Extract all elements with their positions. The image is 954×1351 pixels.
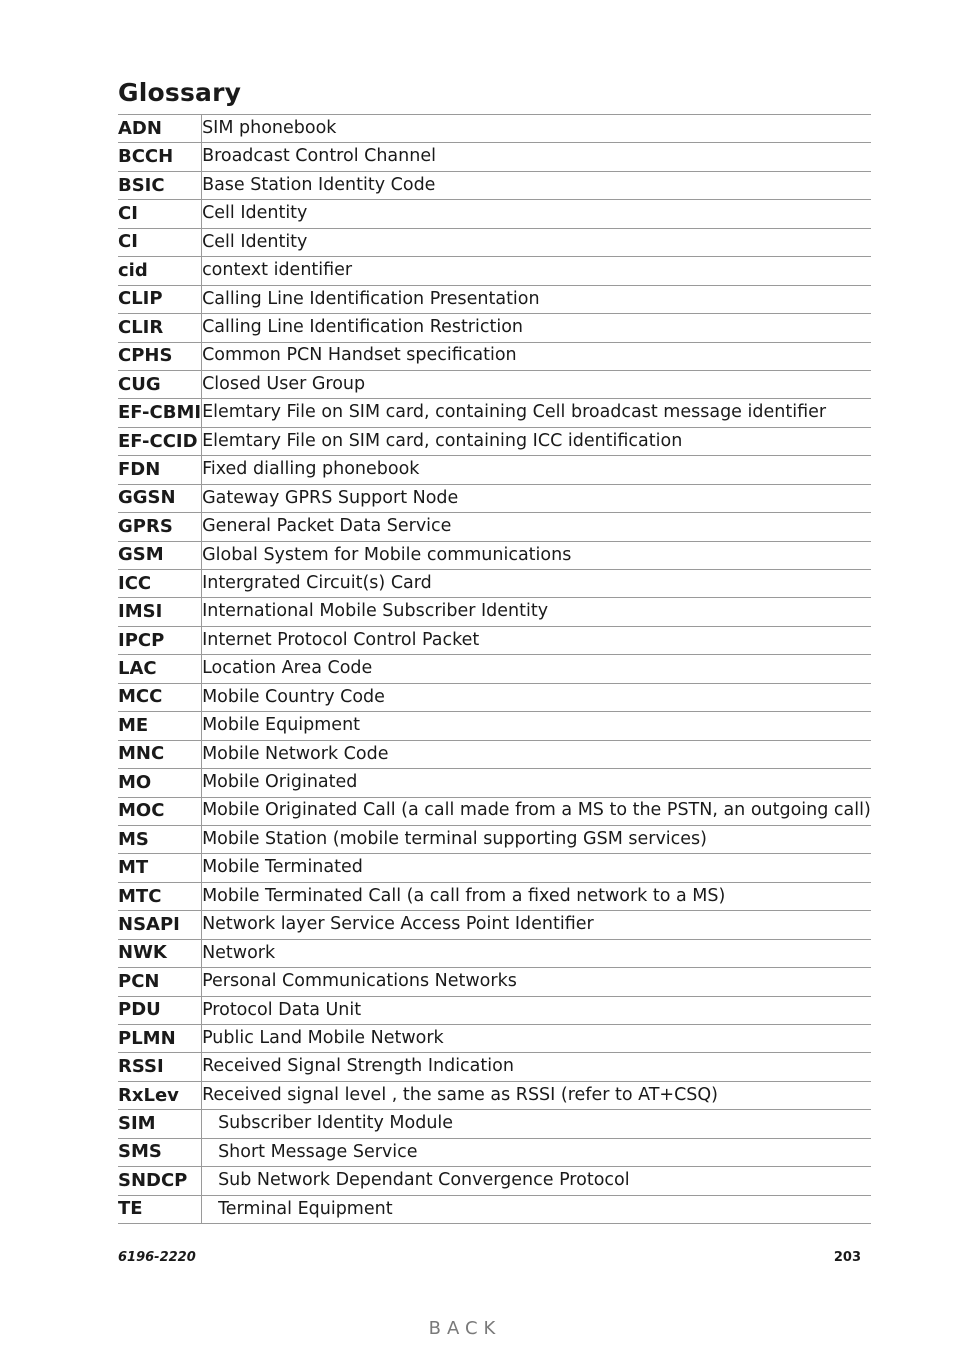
glossary-term: LAC — [118, 655, 202, 683]
glossary-term: ICC — [118, 570, 202, 598]
table-row — [118, 342, 871, 370]
glossary-term: SIM — [118, 1110, 202, 1138]
glossary-definition: International Mobile Subscriber Identity — [202, 598, 871, 626]
glossary-definition: Fixed dialling phonebook — [202, 456, 871, 484]
table-row — [118, 740, 871, 768]
glossary-definition: Cell Identity — [202, 200, 871, 228]
glossary-term: MOC — [118, 797, 202, 825]
table-row — [118, 854, 871, 882]
glossary-definition: Cell Identity — [202, 228, 871, 256]
table-row — [118, 598, 871, 626]
glossary-term: NWK — [118, 939, 202, 967]
table-row — [118, 115, 871, 143]
glossary-term: BCCH — [118, 143, 202, 171]
glossary-definition: Mobile Originated Call (a call made from a MS to the PSTN, an outgoing call) — [202, 797, 871, 825]
glossary-term: RSSI — [118, 1053, 202, 1081]
page-title: Glossary — [118, 78, 242, 107]
glossary-term: FDN — [118, 456, 202, 484]
glossary-term: IMSI — [118, 598, 202, 626]
glossary-body — [118, 115, 871, 1224]
glossary-definition: Mobile Originated — [202, 769, 871, 797]
table-row — [118, 626, 871, 654]
table-row — [118, 171, 871, 199]
glossary-definition: Location Area Code — [202, 655, 871, 683]
table-row — [118, 712, 871, 740]
glossary-definition: Received signal level , the same as RSSI (refer to AT+CSQ) — [202, 1081, 871, 1109]
table-row — [118, 456, 871, 484]
table-row — [118, 825, 871, 853]
glossary-definition: Internet Protocol Control Packet — [202, 626, 871, 654]
glossary-term: ME — [118, 712, 202, 740]
glossary-term: MTC — [118, 882, 202, 910]
glossary-definition: General Packet Data Service — [202, 513, 871, 541]
table-row — [118, 996, 871, 1024]
glossary-term: PLMN — [118, 1025, 202, 1053]
table-row — [118, 769, 871, 797]
glossary-term: SMS — [118, 1138, 202, 1166]
glossary-definition: context identifier — [202, 257, 871, 285]
glossary-definition: Common PCN Handset specification — [202, 342, 871, 370]
document-number: 6196-2220 — [118, 1250, 196, 1265]
glossary-definition: Global System for Mobile communications — [202, 541, 871, 569]
table-row — [118, 570, 871, 598]
table-row — [118, 399, 871, 427]
glossary-definition: Received Signal Strength Indication — [202, 1053, 871, 1081]
table-row — [118, 143, 871, 171]
table-row — [118, 1081, 871, 1109]
table-row — [118, 939, 871, 967]
glossary-definition: Network layer Service Access Point Identifier — [202, 911, 871, 939]
glossary-term: cid — [118, 257, 202, 285]
table-row — [118, 683, 871, 711]
glossary-definition: Mobile Equipment — [202, 712, 871, 740]
glossary-term: ADN — [118, 115, 202, 143]
back-link[interactable]: BACK — [428, 1318, 502, 1339]
glossary-term: GPRS — [118, 513, 202, 541]
glossary-table — [118, 114, 871, 1224]
glossary-term: RxLev — [118, 1081, 202, 1109]
glossary-term: PCN — [118, 968, 202, 996]
table-row — [118, 200, 871, 228]
glossary-definition: SIM phonebook — [202, 115, 871, 143]
glossary-term: MO — [118, 769, 202, 797]
glossary-term: BSIC — [118, 171, 202, 199]
glossary-term: NSAPI — [118, 911, 202, 939]
page-number: 203 — [833, 1250, 861, 1265]
glossary-term: EF-CCID — [118, 427, 202, 455]
glossary-definition: Terminal Equipment — [202, 1195, 871, 1223]
glossary-definition: Sub Network Dependant Convergence Protocol — [202, 1167, 871, 1195]
table-row — [118, 968, 871, 996]
table-row — [118, 1167, 871, 1195]
glossary-term: IPCP — [118, 626, 202, 654]
table-row — [118, 655, 871, 683]
table-row — [118, 882, 871, 910]
table-row — [118, 257, 871, 285]
table-row — [118, 1138, 871, 1166]
glossary-definition: Elemtary File on SIM card, containing ICC identification — [202, 427, 871, 455]
table-row — [118, 314, 871, 342]
table-row — [118, 797, 871, 825]
glossary-definition: Closed User Group — [202, 370, 871, 398]
glossary-definition: Gateway GPRS Support Node — [202, 484, 871, 512]
table-row — [118, 513, 871, 541]
glossary-term: CPHS — [118, 342, 202, 370]
table-row — [118, 484, 871, 512]
glossary-term: SNDCP — [118, 1167, 202, 1195]
table-row — [118, 285, 871, 313]
glossary-definition: Broadcast Control Channel — [202, 143, 871, 171]
table-row — [118, 228, 871, 256]
glossary-term: MT — [118, 854, 202, 882]
glossary-definition: Calling Line Identification Restriction — [202, 314, 871, 342]
glossary-definition: Public Land Mobile Network — [202, 1025, 871, 1053]
glossary-definition: Mobile Terminated Call (a call from a fixed network to a MS) — [202, 882, 871, 910]
glossary-term: PDU — [118, 996, 202, 1024]
glossary-term: CLIR — [118, 314, 202, 342]
table-row — [118, 427, 871, 455]
glossary-term: MS — [118, 825, 202, 853]
glossary-definition: Intergrated Circuit(s) Card — [202, 570, 871, 598]
glossary-term: GSM — [118, 541, 202, 569]
glossary-term: CLIP — [118, 285, 202, 313]
glossary-definition: Mobile Terminated — [202, 854, 871, 882]
glossary-term: TE — [118, 1195, 202, 1223]
glossary-term: GGSN — [118, 484, 202, 512]
glossary-definition: Protocol Data Unit — [202, 996, 871, 1024]
glossary-definition: Calling Line Identification Presentation — [202, 285, 871, 313]
glossary-definition: Mobile Country Code — [202, 683, 871, 711]
glossary-term: MCC — [118, 683, 202, 711]
glossary-definition: Mobile Station (mobile terminal supporting GSM services) — [202, 825, 871, 853]
table-row — [118, 370, 871, 398]
glossary-term: MNC — [118, 740, 202, 768]
glossary-definition: Short Message Service — [202, 1138, 871, 1166]
table-row — [118, 1025, 871, 1053]
glossary-term: CI — [118, 228, 202, 256]
table-row — [118, 1195, 871, 1223]
glossary-definition: Base Station Identity Code — [202, 171, 871, 199]
table-row — [118, 911, 871, 939]
table-row — [118, 1053, 871, 1081]
glossary-term: CI — [118, 200, 202, 228]
table-row — [118, 1110, 871, 1138]
glossary-definition: Elemtary File on SIM card, containing Cell broadcast message identifier — [202, 399, 871, 427]
glossary-definition: Mobile Network Code — [202, 740, 871, 768]
glossary-definition: Network — [202, 939, 871, 967]
glossary-definition: Personal Communications Networks — [202, 968, 871, 996]
glossary-definition: Subscriber Identity Module — [202, 1110, 871, 1138]
glossary-term: CUG — [118, 370, 202, 398]
glossary-term: EF-CBMI — [118, 399, 202, 427]
table-row — [118, 541, 871, 569]
